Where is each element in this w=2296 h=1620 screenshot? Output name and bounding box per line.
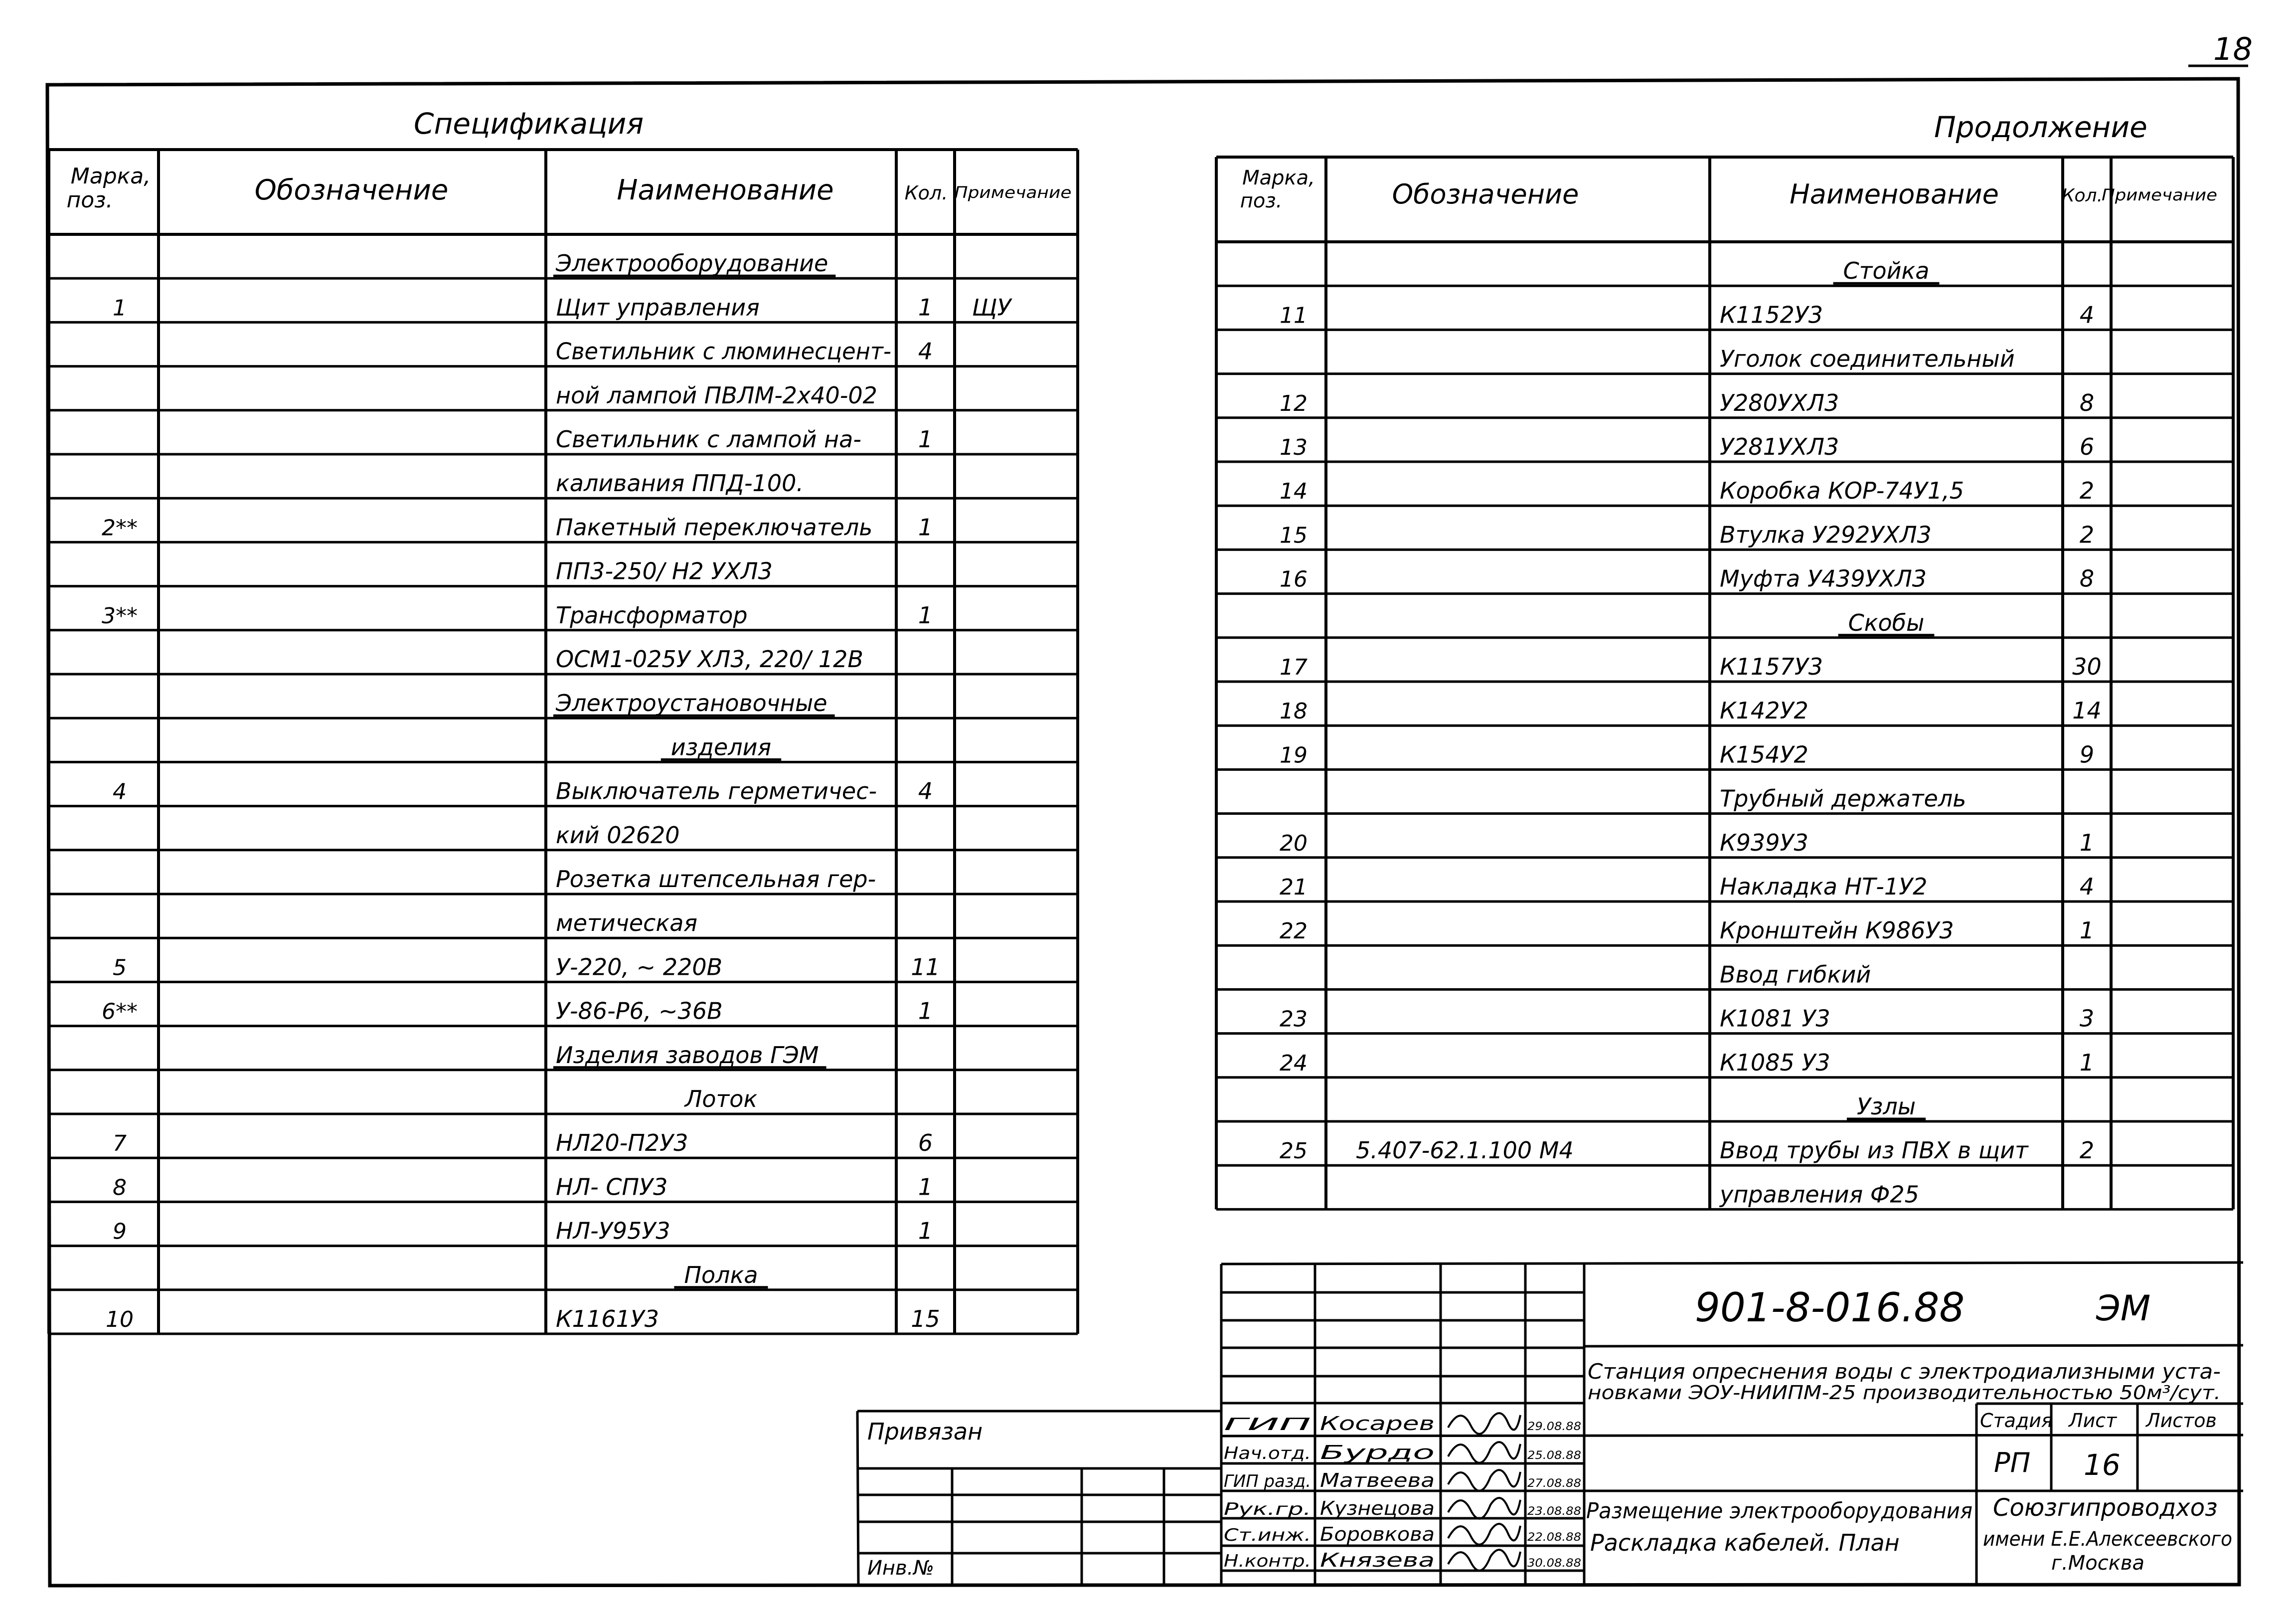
signer-role: Рук.гр. — [1224, 1499, 1311, 1519]
table-row — [1720, 785, 1966, 812]
row-name: У-220, ~ 220В — [556, 953, 723, 981]
row-name: У281УХЛ3 — [1720, 433, 1839, 460]
row-name: Светильник с люминесцент- — [556, 338, 891, 365]
drawing-title-1: Размещение электрооборудования — [1586, 1498, 1972, 1524]
project-line-1: Станция опреснения воды с электродиализными уста- — [1588, 1359, 2221, 1384]
row-name: НЛ-У95У3 — [556, 1217, 670, 1245]
table-row — [1838, 609, 1935, 636]
table-row — [1280, 565, 2094, 592]
sheet-label: Лист — [2069, 1410, 2117, 1432]
row-name: К1081 У3 — [1720, 1005, 1830, 1032]
row-name: Стойка — [1843, 257, 1930, 285]
spec-header-designation: Обозначение — [254, 174, 449, 206]
row-qty: 9 — [2079, 741, 2095, 768]
spec-header-name: Наименование — [617, 174, 834, 206]
sheet-value: 16 — [2084, 1448, 2121, 1482]
table-row — [556, 646, 863, 673]
row-name: К1157У3 — [1720, 653, 1823, 680]
signer-row — [1224, 1549, 1581, 1571]
table-row — [1833, 257, 1940, 284]
row-name: Скобы — [1848, 609, 1925, 636]
table-row — [1720, 346, 2015, 372]
signature-mark — [1448, 1498, 1520, 1519]
row-name: У-86-Р6, ~36В — [556, 997, 723, 1025]
project-line-2: новками ЭОУ-НИИПМ-25 производительностью 50м³/сут. — [1588, 1382, 2221, 1404]
row-qty: 1 — [918, 426, 933, 453]
table-row — [113, 1173, 933, 1200]
row-mark: 18 — [1280, 699, 1308, 724]
signer-row — [1224, 1413, 1581, 1435]
row-name: К154У2 — [1720, 741, 1808, 768]
signature-mark — [1448, 1470, 1520, 1491]
row-qty: 4 — [2079, 873, 2095, 900]
cont-rows — [1280, 257, 2102, 1208]
signer-row — [1224, 1497, 1581, 1519]
row-name: ПП3-250/ Н2 УХЛ3 — [556, 557, 773, 585]
row-name: К1161У3 — [556, 1305, 659, 1332]
row-qty: 2 — [2079, 477, 2095, 505]
table-row — [1280, 301, 2094, 328]
row-mark: 2** — [102, 515, 138, 541]
table-row — [113, 953, 940, 980]
row-name: Втулка У292УХЛ3 — [1720, 521, 1932, 548]
row-mark: 4 — [113, 779, 127, 805]
binding-label: Привязан — [867, 1418, 983, 1445]
row-qty: 1 — [918, 1217, 933, 1245]
table-row — [674, 1261, 768, 1288]
cont-header-qty: Кол. — [2061, 185, 2103, 206]
row-mark: 11 — [1280, 303, 1308, 329]
row-qty: 15 — [911, 1305, 940, 1332]
row-mark: 14 — [1280, 479, 1308, 505]
table-row — [113, 1218, 933, 1245]
signature-mark — [1448, 1442, 1520, 1463]
table-row — [1280, 477, 2094, 504]
row-name: К142У2 — [1720, 697, 1808, 724]
row-mark: 5 — [113, 955, 127, 981]
row-name: кий 02620 — [556, 821, 680, 849]
signer-row — [1224, 1441, 1581, 1463]
row-name: Электрооборудование — [556, 250, 828, 277]
signer-role: ГИП — [1224, 1415, 1311, 1435]
row-mark: 15 — [1280, 523, 1308, 548]
row-name: К1152У3 — [1720, 301, 1823, 329]
row-name: НЛ- СПУ3 — [556, 1173, 668, 1201]
row-name: Светильник с лампой на- — [556, 426, 861, 453]
row-name: Коробка КОР-74У1,5 — [1720, 477, 1965, 505]
stage-label: Стадия — [1980, 1410, 2053, 1432]
row-name: управления Ф25 — [1720, 1181, 1919, 1208]
row-qty: 4 — [2079, 301, 2095, 329]
row-name: Электроустановочные — [556, 690, 827, 717]
row-mark: 9 — [113, 1219, 127, 1245]
table-row — [553, 690, 835, 717]
table-row — [1720, 961, 1871, 988]
signer-name: Кузнецова — [1320, 1497, 1435, 1519]
signature-mark — [1448, 1413, 1520, 1434]
table-row — [556, 426, 933, 453]
table-row — [553, 250, 835, 277]
signer-name: Косарев — [1320, 1413, 1435, 1435]
row-mark: 21 — [1280, 875, 1308, 900]
row-name: Кронштейн К986У3 — [1720, 917, 1954, 944]
row-name: метическая — [556, 909, 698, 937]
row-mark: 24 — [1280, 1050, 1308, 1076]
table-row — [102, 514, 933, 540]
row-mark: 12 — [1280, 390, 1308, 416]
spec-header-qty: Кол. — [904, 182, 948, 204]
table-row — [1280, 1049, 2094, 1076]
table-row — [102, 998, 933, 1025]
row-name: У280УХЛ3 — [1720, 389, 1839, 416]
row-qty: 8 — [2079, 389, 2095, 416]
row-mark: 8 — [113, 1175, 127, 1201]
row-name: Лоток — [684, 1085, 758, 1112]
signer-name: Князева — [1320, 1549, 1435, 1571]
row-qty: 14 — [2072, 697, 2102, 724]
row-mark: 22 — [1280, 918, 1308, 944]
spec-table — [49, 150, 1078, 1334]
table-row — [113, 1129, 933, 1156]
row-name: НЛ20-П2У3 — [556, 1129, 688, 1157]
row-qty: 4 — [918, 777, 933, 805]
signature-mark — [1448, 1524, 1520, 1545]
row-qty: 2 — [2079, 1137, 2095, 1164]
row-name: Узлы — [1856, 1093, 1916, 1120]
table-row — [553, 1042, 826, 1069]
row-mark: 6** — [102, 999, 138, 1025]
table-row — [113, 778, 933, 805]
spec-header-note: Примечание — [954, 183, 1072, 202]
signer-role: Н.контр. — [1224, 1551, 1311, 1571]
spec-header-mark: Марка, поз. — [66, 164, 151, 213]
row-name: изделия — [670, 733, 772, 761]
row-name: Ввод гибкий — [1720, 961, 1871, 988]
row-mark: 16 — [1280, 566, 1308, 592]
signer-date: 27.08.88 — [1527, 1477, 1582, 1490]
table-row — [1280, 829, 2094, 856]
row-qty: 1 — [918, 601, 933, 629]
table-row — [661, 733, 781, 760]
row-mark: 10 — [106, 1307, 134, 1332]
doc-type: ЭМ — [2096, 1288, 2151, 1329]
spec-title: Спецификация — [414, 107, 644, 141]
signer-date: 30.08.88 — [1527, 1557, 1582, 1570]
table-row — [1280, 653, 2102, 680]
row-qty: 1 — [918, 294, 933, 321]
row-name: Уголок соединительный — [1720, 345, 2015, 372]
row-mark: 20 — [1280, 830, 1308, 856]
table-row — [556, 909, 697, 936]
row-note: ЩУ — [972, 294, 1011, 321]
table-row — [1280, 873, 2094, 900]
cont-header-note: Примечание — [2102, 185, 2217, 204]
row-qty: 1 — [918, 997, 933, 1025]
spec-rows — [102, 250, 1012, 1332]
sheets-label: Листов — [2146, 1410, 2217, 1432]
row-name: ОСМ1-025У ХЛ3, 220/ 12В — [556, 646, 863, 673]
row-name: Изделия заводов ГЭМ — [556, 1041, 819, 1069]
doc-code: 901-8-016.88 — [1695, 1284, 1965, 1331]
signer-name: Боровкова — [1320, 1523, 1435, 1545]
row-name: Трансформатор — [556, 601, 748, 629]
table-row — [1280, 521, 2094, 548]
table-row — [556, 866, 876, 893]
table-row — [1719, 1181, 1919, 1208]
row-qty: 6 — [918, 1129, 933, 1157]
signer-date: 25.08.88 — [1527, 1449, 1582, 1462]
row-qty: 11 — [911, 953, 940, 981]
row-name: Накладка НТ-1У2 — [1720, 873, 1928, 900]
stage-value: РП — [1994, 1447, 2031, 1478]
row-qty: 6 — [2079, 433, 2095, 460]
org-name-1: Союзгипроводхоз — [1993, 1494, 2218, 1522]
drawing-title-2: Раскладка кабелей. План — [1590, 1529, 1900, 1556]
row-mark: 1 — [113, 295, 127, 321]
row-qty: 1 — [2079, 917, 2095, 944]
table-row — [106, 1305, 940, 1332]
row-qty: 2 — [2079, 521, 2095, 548]
table-row — [1280, 697, 2102, 724]
table-row — [556, 470, 804, 497]
row-mark: 13 — [1280, 435, 1308, 460]
row-qty: 1 — [918, 514, 933, 541]
table-row — [1280, 389, 2094, 416]
row-qty: 4 — [918, 338, 933, 365]
row-name: ной лампой ПВЛМ-2х40-02 — [556, 381, 877, 409]
inv-no-label: Инв.№ — [867, 1557, 934, 1580]
signer-name: Матвеева — [1320, 1469, 1435, 1491]
table-row — [556, 822, 680, 849]
row-name: Розетка штепсельная гер- — [556, 866, 876, 893]
row-mark: 25 — [1280, 1138, 1308, 1164]
table-row — [556, 382, 877, 409]
cont-title: Продолжение — [1934, 110, 2147, 144]
table-row — [1280, 1005, 2094, 1032]
table-row — [556, 338, 933, 365]
table-row — [102, 602, 933, 629]
signer-row — [1224, 1523, 1581, 1545]
table-row — [1280, 917, 2094, 944]
signer-name: Бурдо — [1320, 1441, 1435, 1463]
cont-header-mark: Марка, поз. — [1240, 167, 1315, 212]
row-qty: 1 — [2079, 1049, 2095, 1076]
row-name: К1085 У3 — [1720, 1049, 1830, 1076]
row-qty: 1 — [2079, 829, 2095, 856]
row-name: Ввод трубы из ПВХ в щит — [1720, 1137, 2028, 1164]
row-name: каливания ППД-100. — [556, 470, 804, 497]
row-mark: 7 — [113, 1131, 127, 1157]
row-qty: 1 — [918, 1173, 933, 1201]
title-block — [857, 1262, 2243, 1586]
signer-role: Нач.отд. — [1224, 1443, 1311, 1463]
signature-mark — [1448, 1550, 1520, 1571]
table-row — [1280, 1137, 2094, 1164]
row-name: Муфта У439УХЛ3 — [1720, 565, 1927, 592]
row-qty: 3 — [2079, 1005, 2095, 1032]
signer-date: 23.08.88 — [1527, 1505, 1582, 1518]
cont-table — [1216, 157, 2233, 1209]
page-number: 18 — [2213, 31, 2253, 67]
row-designation: 5.407-62.1.100 М4 — [1356, 1137, 1574, 1164]
row-qty: 8 — [2079, 565, 2095, 592]
signer-row — [1224, 1469, 1581, 1491]
row-name: Полка — [684, 1261, 758, 1288]
row-mark: 3** — [102, 603, 138, 629]
row-mark: 23 — [1280, 1006, 1308, 1032]
row-name: Пакетный переключатель — [556, 514, 873, 541]
cont-header-name: Наименование — [1790, 179, 1999, 210]
row-mark: 19 — [1280, 742, 1308, 768]
table-row — [1280, 433, 2094, 460]
signer-date: 29.08.88 — [1527, 1421, 1582, 1433]
cont-header-designation: Обозначение — [1392, 179, 1579, 210]
row-name: Щит управления — [556, 294, 760, 321]
table-row — [684, 1085, 758, 1112]
row-name: Трубный держатель — [1720, 785, 1967, 812]
row-mark: 17 — [1280, 655, 1308, 680]
row-qty: 30 — [2072, 653, 2102, 680]
table-row — [113, 294, 1012, 321]
signer-role: ГИП разд. — [1224, 1471, 1311, 1491]
org-name-3: г.Москва — [2051, 1552, 2144, 1575]
row-name: К939У3 — [1720, 829, 1808, 856]
signer-role: Ст.инж. — [1224, 1525, 1311, 1545]
signer-date: 22.08.88 — [1527, 1531, 1582, 1544]
table-row — [1847, 1093, 1926, 1120]
org-name-2: имени Е.Е.Алексеевского — [1983, 1528, 2232, 1551]
table-row — [1280, 741, 2094, 768]
table-row — [556, 558, 773, 585]
row-name: Выключатель герметичес- — [556, 777, 877, 805]
